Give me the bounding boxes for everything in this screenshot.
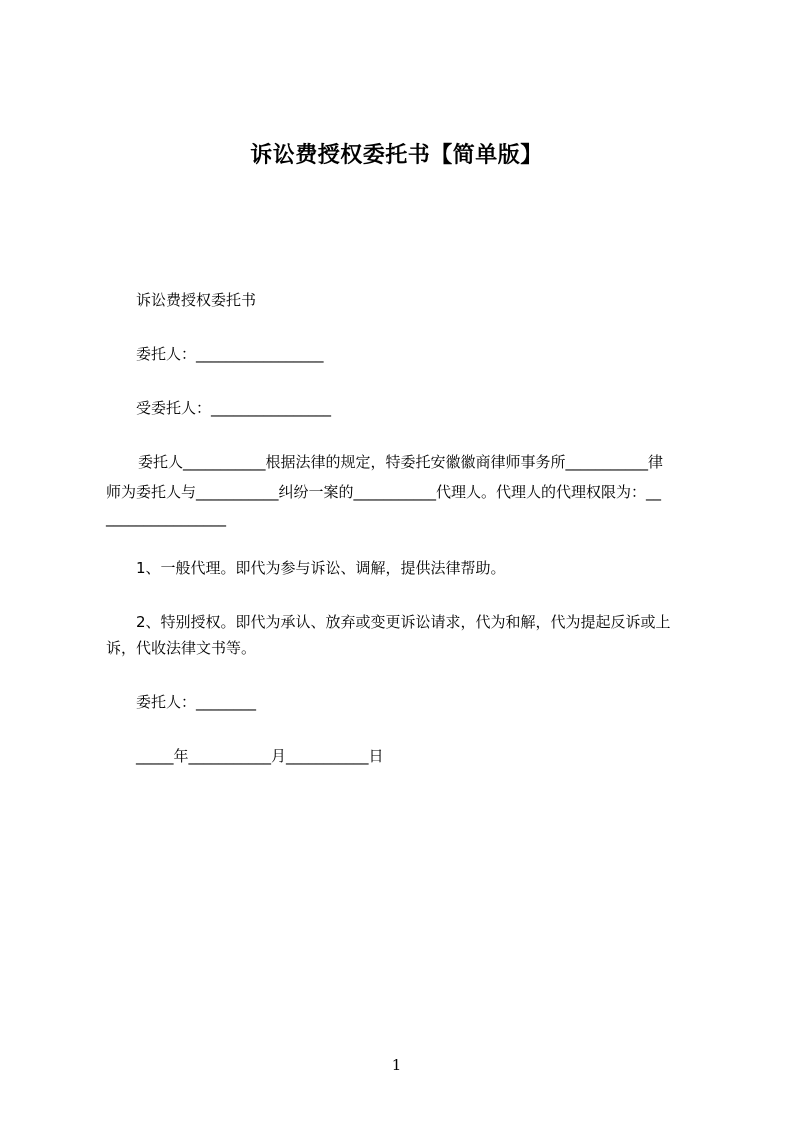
document-title: 诉讼费授权委托书【简单版】 [250,143,543,168]
principal-line: 委托人：_________________ [136,345,324,363]
special-authorization-line-1: 2、特别授权。即代为承认、放弃或变更诉讼请求，代为和解，代为提起反诉或上 [136,613,671,631]
general-agency-item: 1、一般代理。即代为参与诉讼、调解，提供法律帮助。 [136,559,506,577]
special-authorization-line-2: 诉，代收法律文书等。 [106,639,257,657]
body-paragraph-line-3: ________________ [106,509,226,527]
signature-line: 委托人：________ [136,693,257,711]
page-number: 1 [391,1056,402,1074]
body-paragraph-line-1: 委托人___________根据法律的规定，特委托安徽徽商律师事务所___________律 [138,453,664,471]
heading-text: 诉讼费授权委托书 [136,291,257,309]
agent-line: 受委托人：________________ [136,399,332,417]
date-line: _____年___________月___________日 [136,747,384,765]
body-paragraph-line-2: 师为委托人与___________纠纷一案的___________代理人。代理人的代理权限为：__ [106,483,662,501]
